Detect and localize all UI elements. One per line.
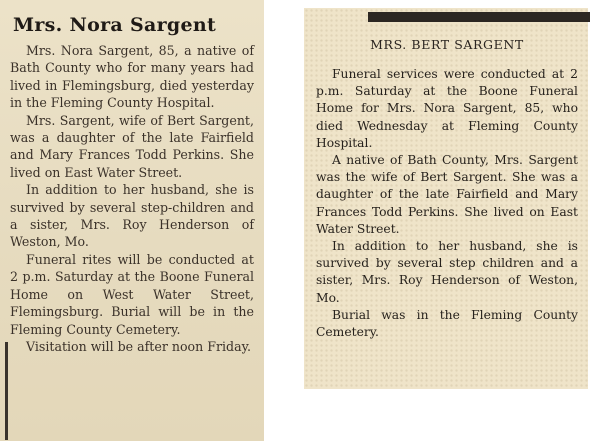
obituary-clipping-right (304, 8, 588, 389)
obituary-paragraph: Visitation will be after noon Friday. (26, 338, 252, 354)
header-rule (368, 12, 590, 22)
obituary-paragraph: In addition to her husband, she is survived by several step-children and a sister, Mrs. Roy Henderson of Weston, Mo. (10, 182, 254, 250)
obituary-paragraph: Mrs. Nora Sargent, 85, a native of Bath County who for many years had lived in Flemingsburg, died yesterday in the Fleming County Hospital. (10, 43, 254, 111)
obituary-title: MRS. BERT SARGENT (370, 37, 524, 52)
obituary-paragraph: Funeral rites will be conducted at 2 p.m. Saturday at the Boone Funeral Home on West Water Street, Flemingsburg. Burial will be in the Fleming County Cemetery. (10, 251, 254, 337)
obituary-paragraph: In addition to her husband, she is survived by several step children and a sister, Mrs. Roy Henderson of Weston, Mo. (316, 239, 578, 305)
obituary-paragraph: Funeral services were conducted at 2 p.m. Saturday at the Boone Funeral Home for Mrs. Nora Sargent, 85, who died Wednesday at Fleming County Hospital. (316, 67, 578, 150)
obituary-paragraph: A native of Bath County, Mrs. Sargent was the wife of Bert Sargent. She was a daughter of the late Fairfield and Mary Frances Todd Perkins. She lived on East Water Street. (316, 153, 578, 236)
obituary-title: Mrs. Nora Sargent (13, 14, 217, 36)
obituary-clipping-left (0, 0, 264, 441)
obituary-paragraph: Burial was in the Fleming County Cemetery. (316, 307, 578, 340)
clipping-edge-line (5, 342, 8, 440)
obituary-paragraph: Mrs. Sargent, wife of Bert Sargent, was a daughter of the late Fairfield and Mary Frances Todd Perkins. She lived on East Water Street. (10, 112, 254, 180)
